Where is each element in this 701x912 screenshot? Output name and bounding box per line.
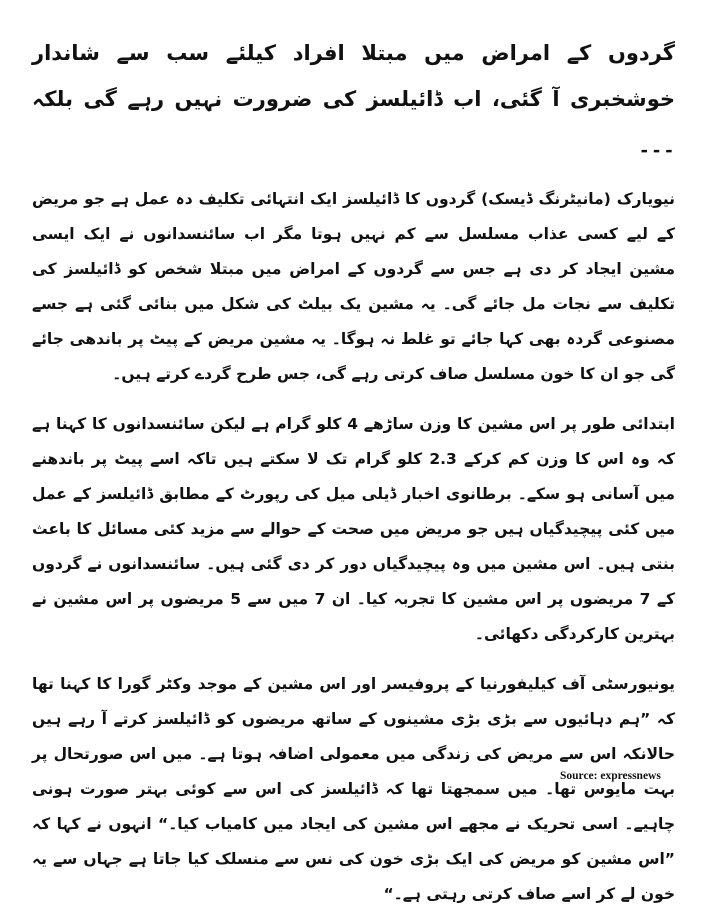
headline: گردوں کے امراض میں مبتلا افراد کیلئے سب سے شاندار خوشخبری آ گئی، اب ڈائیلسز کی ضرورت نہیں رہے گی بلکہ ۔۔۔ — [32, 41, 675, 157]
paragraph-intro: نیویارک (مانیٹرنگ ڈیسک) گردوں کا ڈائیلسز ایک انتہائی تکلیف دہ عمل ہے جو مریض کے لیے کسی عذاب مسلسل سے کم نہیں ہوتا مگر اب سائنسدانوں نے ایک ایسی مشین ایجاد کر دی ہے جس سے گردوں کے امراض میں مبتلا شخص کو ڈائیلسز کی تکلیف سے نجات مل جائے گی۔ یہ مشین یک بیلٹ کی شکل میں بنائی گئی ہے جسے مصنوعی گردہ بھی کہا جائے تو غلط نہ ہوگا۔ یہ مشین مریض کے پیٹ پر باندھی جائے گی جو ان کا خون مسلسل صاف کرتی رہے گی، جس طرح گردے کرتے ہیں۔ — [32, 190, 675, 383]
paragraph-quote: یونیورسٹی آف کیلیفورنیا کے پروفیسر اور اس مشین کے موجد وکٹر گورا کا کہنا تھا کہ ”ہم دہائیوں سے بڑی بڑی مشینوں کے ساتھ مریضوں کو ڈائیلسز کرتے آ رہے ہیں حالانکہ اس سے مریض کی زندگی میں معمولی اضافہ ہوتا ہے۔ میں اس صورتحال پر بہت مایوس تھا۔ میں سمجھتا تھا کہ ڈائیلسز کی اس سے کوئی بہتر صورت ہونی چاہیے۔ اسی تحریک نے مجھے اس مشین کی ایجاد میں کامیاب کیا۔“ انہوں نے کہا کہ ”اس مشین کو مریض کی ایک بڑی خون کی نس سے منسلک کیا جاتا ہے جہاں سے یہ خون لے کر اسے صاف کرتی رہتی ہے۔“ — [32, 675, 675, 903]
source-credit: Source: expressnews — [560, 770, 661, 782]
paragraph-weight: ابتدائی طور پر اس مشین کا وزن ساڑھے 4 کلو گرام ہے لیکن سائنسدانوں کا کہنا ہے کہ وہ اس کا وزن کم کرکے 2.3 کلو گرام تک لا سکتے ہیں تاکہ اسے پیٹ پر باندھنے میں آسانی ہو سکے۔ برطانوی اخبار ڈیلی میل کی رپورٹ کے مطابق ڈائیلسز کے عمل میں کئی پیچیدگیاں ہیں جو مریض میں صحت کے حوالے سے مزید کئی مسائل کا باعث بنتی ہیں۔ اس مشین میں وہ پیچیدگیاں دور کر دی گئی ہیں۔ سائنسدانوں نے گردوں کے 7 مریضوں پر اس مشین کا تجربہ کیا۔ ان 7 میں سے 5 مریضوں پر اس مشین نے بہترین کارکردگی دکھائی۔ — [32, 415, 675, 643]
